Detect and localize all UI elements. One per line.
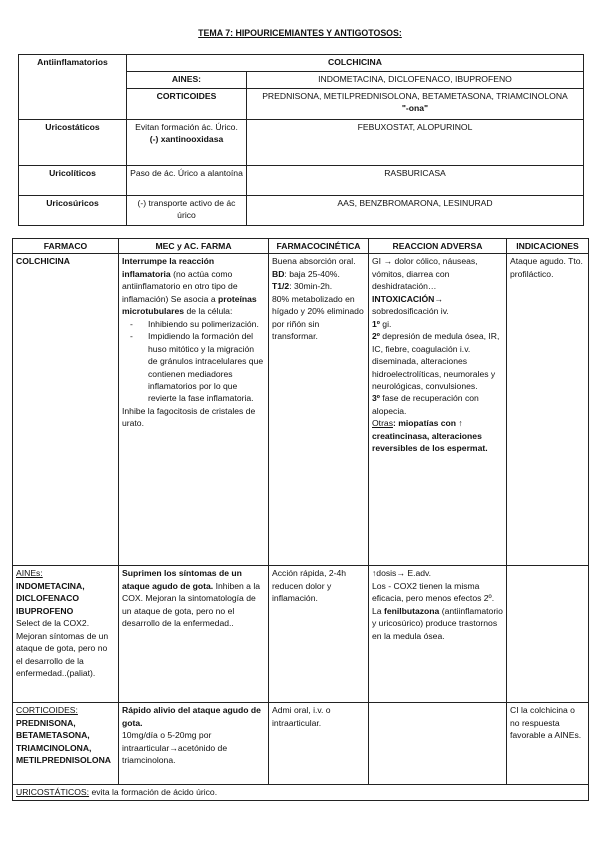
colchicina-mec-tail: Inhibe la fagocitosis de cristales de urato. xyxy=(122,405,256,429)
colchicina-ra-f1: gi. xyxy=(379,318,392,329)
aines-farmaco-note: Select de la COX2. Mejoran síntomas de un ataque de gota, pero no el desarrollo de la enfermedad..(paliat). xyxy=(16,618,109,679)
colchicina-mec-bold2: proteínas microtubulares xyxy=(122,293,257,317)
corticoides-drugs: PREDNISONA, METILPREDNISOLONA, BETAMETASONA, TRIAMCINOLONA xyxy=(262,91,568,101)
aines-mec-text: Inhiben a la COX. Mejoran la sintomatología de un ataque de gota, pero no el desarrollo de la enfermedad.. xyxy=(122,580,261,629)
colchicina-ra-f2-label: 2º xyxy=(372,331,380,342)
colchicina-reaccion-adversa xyxy=(369,254,507,566)
colchicina-ra-f3-label: 3º xyxy=(372,393,380,404)
colchicina-ra-intox: INTOXICACIÓN→ xyxy=(372,293,443,304)
colchicina-fc-t12: : 30min-2h. xyxy=(289,281,333,292)
aines-ra-2: Los - COX2 tienen la misma eficacia, pero menos efectos 2º. xyxy=(372,580,495,604)
uricostaticos-mechanism-line2: (-) xantinooxidasa xyxy=(149,134,224,145)
colchicina-ra-f2: depresión de medula ósea, IR, IC, fiebre, coagulación i.v. diseminada, alteraciones hidroelectrolíticas, neumorales y neurológicas, convulsiones. xyxy=(372,331,500,391)
header-mecanismo: MEC y AC. FARMA xyxy=(119,239,269,254)
colchicina-fc-bd-label: BD xyxy=(272,268,285,279)
summary-table xyxy=(18,54,584,226)
corticoides-farmaco xyxy=(13,703,119,785)
corticoides-farmaco-label: CORTICOIDES: xyxy=(16,705,78,716)
colchicina-farmaco: COLCHICINA xyxy=(13,254,119,566)
colchicina-header: COLCHICINA xyxy=(127,55,584,72)
colchicina-ra-otras: : miopatías con ↑ creatincinasa, alteraciones reversibles de los espermat. xyxy=(372,418,488,454)
aines-row xyxy=(13,566,589,703)
colchicina-mec-text1: (no actúa como antiinflamatorio en otro tipo de inflamación) Se asocia a xyxy=(122,268,238,304)
corticoides-row xyxy=(13,703,589,785)
uricostaticos-label: Uricostáticos xyxy=(19,120,127,166)
aines-mec-bold: Suprimen los síntomas de un ataque agudo de gota. xyxy=(122,568,242,591)
corticoides-farmaco-drugs: PREDNISONA, BETAMETASONA, TRIAMCINOLONA, METILPREDNISOLONA xyxy=(16,717,112,766)
colchicina-mec-text2: de la célula: xyxy=(184,306,233,317)
page-title: TEMA 7: HIPOURICEMIANTES Y ANTIGOTOSOS: xyxy=(198,28,402,38)
corticoides-value xyxy=(247,89,584,120)
colchicina-indicaciones: Ataque agudo. Tto. profiláctico. xyxy=(507,254,589,566)
aines-ra-1: ↑dosis→ E.adv. xyxy=(372,568,432,579)
uricostaticos-footer-row xyxy=(13,785,589,800)
aines-ra-3: (antiinflamatorio y uricosúrico) produce trastornos en la medula ósea. xyxy=(372,605,503,641)
uricostaticos-footer-text: evita la formación de ácido úrico. xyxy=(89,787,218,798)
corticoides-farmacocinetica: Admi oral, i.v. o intraarticular. xyxy=(269,703,369,785)
corticoides-label: CORTICOIDES xyxy=(127,89,247,120)
uricosuricos-label: Uricosúricos xyxy=(19,196,127,226)
corticoides-suffix: "-ona" xyxy=(401,103,429,114)
header-indicaciones: INDICACIONES xyxy=(507,239,589,254)
uricosuricos-mechanism: (-) transporte activo de ác úrico xyxy=(127,196,247,226)
uricoliticos-mechanism: Paso de ác. Úrico a alantoína xyxy=(127,166,247,196)
colchicina-ra-otras-label: Otras xyxy=(372,418,394,429)
aines-ra-3-pre: La xyxy=(372,605,384,616)
colchicina-fc-1: Buena absorción oral. xyxy=(272,256,356,267)
corticoides-mecanismo xyxy=(119,703,269,785)
colchicina-farmacocinetica xyxy=(269,254,369,566)
aines-ra-3-bold: fenilbutazona xyxy=(383,605,440,616)
uricoliticos-label: Uricolíticos xyxy=(19,166,127,196)
corticoides-mec-bold: Rápido alivio del ataque agudo de gota. xyxy=(122,705,261,728)
aines-reaccion-adversa xyxy=(369,566,507,703)
uricostaticos-footer xyxy=(13,785,589,800)
aines-farmaco-drugs: INDOMETACINA, DICLOFENACO IBUPROFENO xyxy=(16,580,85,616)
colchicina-fc-bd: : baja 25-40%. xyxy=(284,268,340,279)
detail-table xyxy=(12,238,589,801)
colchicina-mec-item2: - Impidiendo la formación del huso mitótico y la migración de gránulos intracelulares que contienen mediadores inflamatorios por lo que revierte la fase inflamatoria. xyxy=(148,330,265,405)
aines-farmacocinetica: Acción rápida, 2-4h reducen dolor y inflamación. xyxy=(269,566,369,703)
antiinflamatorios-label: Antiinflamatorios xyxy=(19,55,127,120)
corticoides-indicaciones: CI la colchicina o no respuesta favorable a AINEs. xyxy=(507,703,589,785)
aines-farmaco xyxy=(13,566,119,703)
header-farmacocinetica: FARMACOCINÉTICA xyxy=(269,239,369,254)
aines-value: INDOMETACINA, DICLOFENACO, IBUPROFENO xyxy=(247,72,584,89)
uricostaticos-mechanism xyxy=(127,120,247,166)
colchicina-ra-gi: GI → dolor cólico, náuseas, vómitos, diarrea con deshidratación… xyxy=(372,256,478,292)
header-reaccion-adversa: REACCION ADVERSA xyxy=(369,239,507,254)
colchicina-ra-f1-label: 1º xyxy=(372,318,380,329)
uricostaticos-mechanism-line1: Evitan formación ác. Úrico. xyxy=(135,122,238,132)
aines-mecanismo xyxy=(119,566,269,703)
colchicina-fc-t12-label: T1/2 xyxy=(272,281,290,292)
colchicina-row xyxy=(13,254,589,566)
colchicina-fc-3: 80% metabolizado en hígado y 20% eliminado por riñón sin transformar. xyxy=(272,293,364,342)
uricostaticos-footer-label: URICOSTÁTICOS: xyxy=(16,787,90,798)
aines-label: AINES: xyxy=(127,72,247,89)
colchicina-mec-bold1: Interrumpe la reacción inflamatoria xyxy=(122,256,215,279)
corticoides-mec-text: 10mg/día o 5-20mg por intraarticular→acetónido de triamcinolona. xyxy=(122,730,228,766)
colchicina-mecanismo xyxy=(119,254,269,566)
colchicina-ra-f3: fase de recuperación con alopecia. xyxy=(372,393,479,416)
detail-header-row xyxy=(13,239,589,254)
colchicina-mec-item1: - Inhibiendo su polimerización. xyxy=(148,318,265,330)
colchicina-ra-intox-text: sobredosificación iv. xyxy=(372,306,449,317)
aines-indicaciones xyxy=(507,566,589,703)
uricostaticos-value: FEBUXOSTAT, ALOPURINOL xyxy=(247,120,584,166)
header-farmaco: FARMACO xyxy=(13,239,119,254)
aines-farmaco-label: AINEs: xyxy=(16,568,43,579)
uricoliticos-value: RASBURICASA xyxy=(247,166,584,196)
corticoides-reaccion-adversa xyxy=(369,703,507,785)
uricosuricos-value: AAS, BENZBROMARONA, LESINURAD xyxy=(247,196,584,226)
